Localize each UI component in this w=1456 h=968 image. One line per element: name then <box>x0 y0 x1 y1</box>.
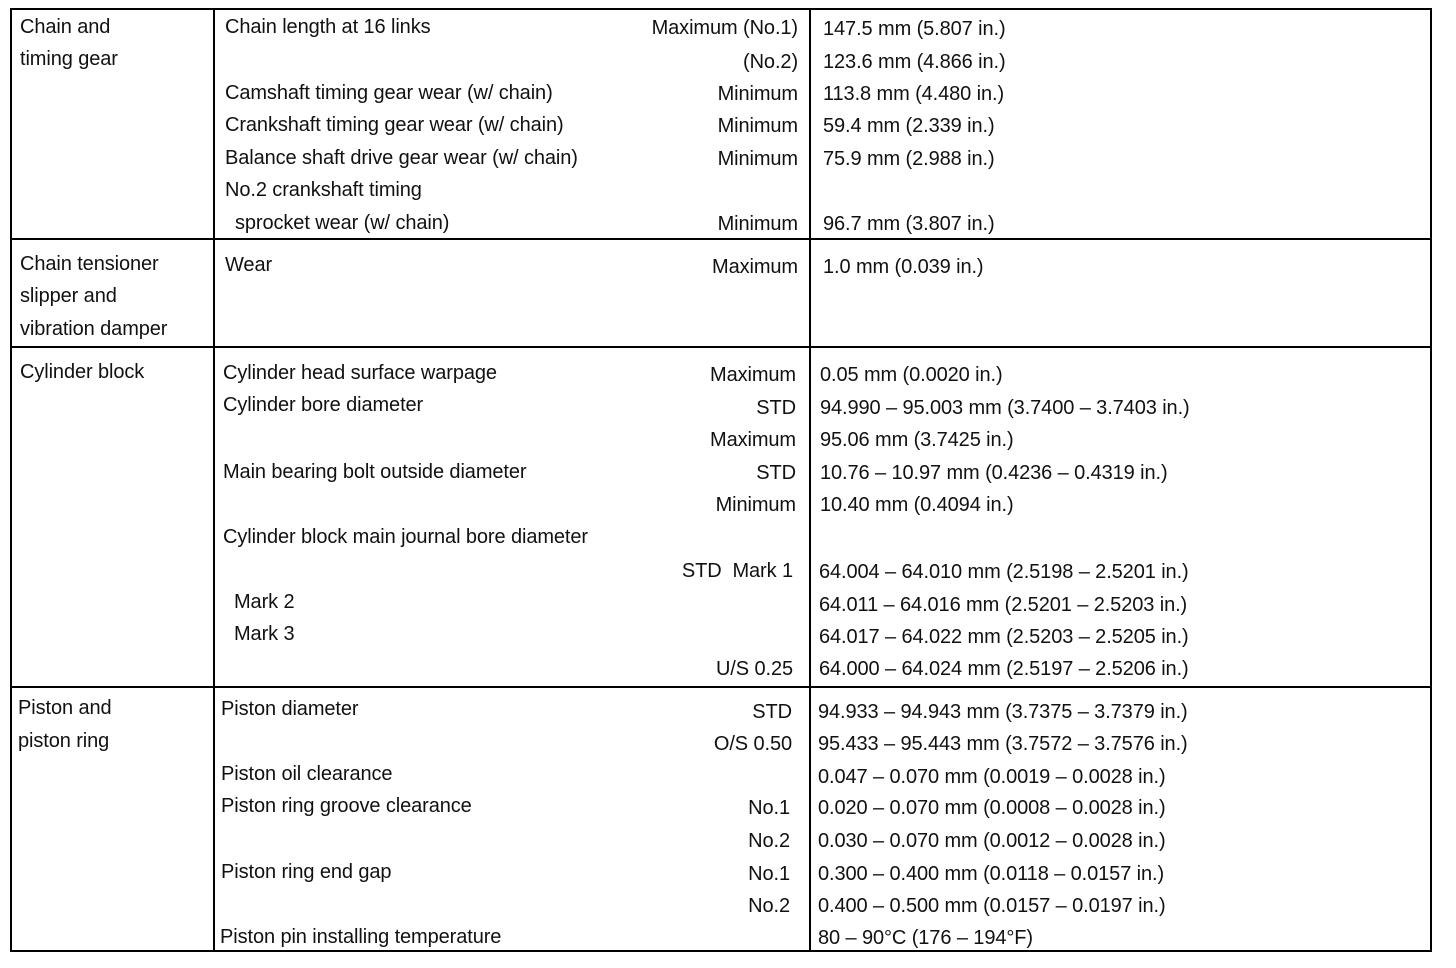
section-name-line: timing gear <box>20 48 118 70</box>
spec-value: 113.8 mm (4.480 in.) <box>823 83 1005 105</box>
spec-item: Main bearing bolt outside diameter <box>223 461 527 483</box>
spec-table <box>10 8 1432 952</box>
spec-value: 64.017 – 64.022 mm (2.5203 – 2.5205 in.) <box>819 626 1189 648</box>
spec-item: sprocket wear (w/ chain) <box>235 212 450 234</box>
spec-item: No.2 crankshaft timing <box>225 179 422 201</box>
spec-item: Crankshaft timing gear wear (w/ chain) <box>225 114 564 136</box>
section-divider-2 <box>12 346 1430 348</box>
spec-value: 0.030 – 0.070 mm (0.0012 – 0.0028 in.) <box>818 830 1166 852</box>
spec-condition: Maximum <box>710 429 796 451</box>
spec-condition: Maximum <box>710 364 796 386</box>
spec-condition: Minimum <box>715 494 796 516</box>
spec-condition: No.1 <box>748 863 790 885</box>
spec-condition: Maximum <box>712 256 798 278</box>
spec-value: 95.433 – 95.443 mm (3.7572 – 3.7576 in.) <box>818 733 1188 755</box>
spec-item: Piston ring end gap <box>221 861 392 883</box>
spec-item: Cylinder bore diameter <box>223 394 424 416</box>
spec-item: Cylinder head surface warpage <box>223 362 497 384</box>
spec-item: Piston oil clearance <box>221 763 393 785</box>
spec-value: 0.020 – 0.070 mm (0.0008 – 0.0028 in.) <box>818 797 1166 819</box>
spec-condition: Maximum (No.1) <box>651 17 798 39</box>
spec-condition: STD <box>756 397 796 419</box>
spec-condition: Minimum <box>717 213 798 235</box>
section-name-line: slipper and <box>20 285 117 307</box>
spec-value: 10.40 mm (0.4094 in.) <box>820 494 1014 516</box>
spec-value: 75.9 mm (2.988 in.) <box>823 148 995 170</box>
section-name-line: Cylinder block <box>20 361 145 383</box>
spec-value: 147.5 mm (5.807 in.) <box>823 18 1006 40</box>
spec-condition: No.2 <box>748 830 790 852</box>
column-divider-2 <box>809 10 811 950</box>
spec-value: 96.7 mm (3.807 in.) <box>823 213 995 235</box>
spec-value: 94.990 – 95.003 mm (3.7400 – 3.7403 in.) <box>820 397 1190 419</box>
spec-condition: (No.2) <box>743 51 798 73</box>
spec-condition: U/S 0.25 <box>715 658 793 680</box>
spec-value: 59.4 mm (2.339 in.) <box>823 115 995 137</box>
spec-value: 123.6 mm (4.866 in.) <box>823 51 1006 73</box>
spec-condition: No.1 <box>748 797 790 819</box>
section-name-line: Chain and <box>20 16 111 38</box>
spec-value: 0.300 – 0.400 mm (0.0118 – 0.0157 in.) <box>818 863 1165 885</box>
spec-condition: Minimum <box>717 83 798 105</box>
section-divider-1 <box>12 238 1430 240</box>
section-name-line: vibration damper <box>20 318 168 340</box>
spec-item: Chain length at 16 links <box>225 16 431 38</box>
section-name-line: Chain tensioner <box>20 253 159 275</box>
spec-item: Mark 2 <box>234 591 295 613</box>
section-divider-3 <box>12 686 1430 688</box>
spec-item: Piston diameter <box>221 698 359 720</box>
spec-condition: O/S 0.50 <box>713 733 792 755</box>
column-divider-1 <box>213 10 215 950</box>
spec-value: 95.06 mm (3.7425 in.) <box>820 429 1014 451</box>
spec-item: Wear <box>225 254 273 276</box>
spec-value: 64.004 – 64.010 mm (2.5198 – 2.5201 in.) <box>819 561 1189 583</box>
spec-condition: STD Mark 1 <box>681 560 793 582</box>
spec-item: Piston ring groove clearance <box>221 795 472 817</box>
spec-condition: STD <box>756 462 796 484</box>
section-name-line: Piston and <box>18 697 112 719</box>
spec-value: 94.933 – 94.943 mm (3.7375 – 3.7379 in.) <box>818 701 1188 723</box>
spec-value: 64.000 – 64.024 mm (2.5197 – 2.5206 in.) <box>819 658 1189 680</box>
spec-condition: No.2 <box>748 895 790 917</box>
spec-condition: STD <box>752 701 792 723</box>
section-name-line: piston ring <box>18 730 110 752</box>
spec-condition: Minimum <box>717 115 798 137</box>
spec-item: Camshaft timing gear wear (w/ chain) <box>225 82 553 104</box>
spec-value: 1.0 mm (0.039 in.) <box>823 256 984 278</box>
spec-value: 0.400 – 0.500 mm (0.0157 – 0.0197 in.) <box>818 895 1166 917</box>
spec-item: Mark 3 <box>234 623 295 645</box>
spec-value: 10.76 – 10.97 mm (0.4236 – 0.4319 in.) <box>820 462 1168 484</box>
spec-value: 80 – 90°C (176 – 194°F) <box>818 927 1033 949</box>
spec-value: 0.05 mm (0.0020 in.) <box>820 364 1003 386</box>
spec-item: Cylinder block main journal bore diameter <box>223 526 588 548</box>
spec-value: 64.011 – 64.016 mm (2.5201 – 2.5203 in.) <box>819 594 1188 616</box>
spec-value: 0.047 – 0.070 mm (0.0019 – 0.0028 in.) <box>818 766 1166 788</box>
spec-item: Balance shaft drive gear wear (w/ chain) <box>225 147 578 169</box>
spec-item: Piston pin installing temperature <box>220 926 502 948</box>
spec-condition: Minimum <box>717 148 798 170</box>
